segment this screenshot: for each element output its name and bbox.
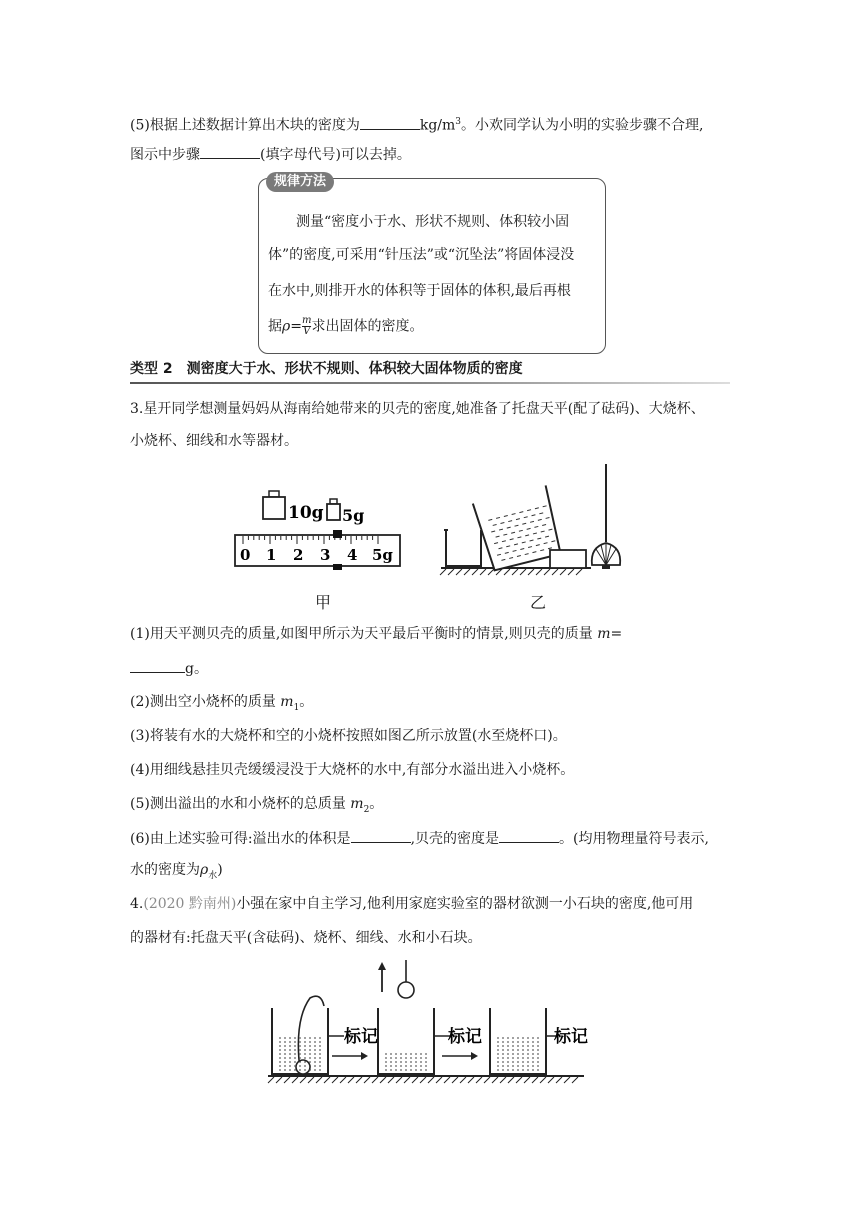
rho-symbol: ρ — [200, 862, 209, 878]
decor-line — [548, 1077, 554, 1083]
question-number: 4. — [130, 896, 144, 912]
symbol-m: m — [597, 626, 611, 642]
figure-jia-caption: 甲 — [315, 593, 332, 612]
weight-10g-body — [263, 497, 285, 519]
decor-line — [316, 1077, 322, 1083]
q5-text-b: 。小欢同学认为小明的实验步骤不合理, — [461, 117, 704, 134]
decor-line — [476, 1077, 482, 1083]
decor-line — [380, 1077, 386, 1083]
decor-line — [528, 569, 534, 575]
decor-line — [348, 1077, 354, 1083]
decor-line — [404, 1077, 410, 1083]
step-text: (2)测出空小烧杯的质量 — [130, 694, 281, 710]
step-text: 水的密度为 — [130, 862, 200, 878]
decor-line — [452, 1077, 458, 1083]
weight-10g-label: 10g — [288, 503, 324, 523]
method-line-2: 体”的密度,可采用“针压法”或“沉坠法”将固体浸没 — [268, 247, 575, 263]
decor-line — [388, 1077, 394, 1083]
decor-line — [484, 1077, 490, 1083]
subscript: 2 — [363, 804, 370, 815]
decor-line — [488, 569, 494, 575]
q5-text-d: (填字母代号)可以去掉。 — [260, 147, 411, 163]
answer-blank[interactable] — [499, 828, 559, 843]
q5-line-2 — [130, 144, 411, 165]
decor-line — [480, 569, 486, 575]
decor-line — [568, 569, 574, 575]
support-block — [550, 550, 586, 568]
decor-line — [572, 1077, 578, 1083]
decor-line — [364, 1077, 370, 1083]
unit-exponent: 3 — [455, 117, 462, 127]
decor-line — [332, 1077, 338, 1083]
decor-line — [540, 1077, 546, 1083]
figure-q4-marking — [266, 960, 596, 1085]
water-texture — [497, 1038, 539, 1070]
decor-line — [468, 1077, 474, 1083]
step-text: ,贝壳的密度是 — [410, 831, 500, 847]
q3-step-1 — [130, 624, 622, 644]
method-line-3: 在水中,则排开水的体积等于固体的体积,最后再根 — [268, 283, 571, 299]
question-source: (2020 黔南州) — [143, 896, 237, 912]
mark-label-2: 标记 — [448, 1027, 482, 1047]
equals: = — [610, 626, 623, 642]
step-text: 。 — [299, 694, 314, 710]
stone-2 — [398, 982, 414, 998]
q3-step-5 — [130, 794, 383, 820]
ruler-label-4: 4 — [347, 546, 358, 564]
decor-line — [564, 1077, 570, 1083]
mark-label-3: 标记 — [554, 1027, 588, 1047]
q3-line-2: 小烧杯、细线和水等器材。 — [130, 433, 298, 449]
rho-symbol: ρ= — [282, 318, 302, 335]
decor-line — [284, 1077, 290, 1083]
decor-line — [412, 1077, 418, 1083]
decor-line — [576, 569, 582, 575]
decor-line — [456, 569, 462, 575]
shell-icon — [592, 543, 620, 569]
decor-line — [560, 569, 566, 575]
decor-line — [524, 1077, 530, 1083]
thread-1 — [298, 996, 324, 1070]
decor-line — [324, 1077, 330, 1083]
subscript: 1 — [293, 702, 300, 713]
decor-line — [516, 1077, 522, 1083]
decor-line — [532, 1077, 538, 1083]
ruler-label-1: 1 — [266, 546, 277, 564]
decor-line — [552, 569, 558, 575]
step-text: (6)由上述实验可得:溢出水的体积是 — [130, 831, 351, 847]
answer-blank[interactable] — [200, 144, 260, 159]
type-2-title: 类型 2 测密度大于水、形状不规则、体积较大固体物质的密度 — [130, 361, 523, 377]
mark-label-1: 标记 — [344, 1027, 378, 1047]
rider-bottom — [333, 564, 342, 570]
ruler-label-0: 0 — [240, 546, 251, 564]
method-tag: 规律方法 — [266, 172, 334, 192]
beaker-2 — [378, 1008, 434, 1074]
step-text: ) — [217, 862, 223, 878]
q3-step-6 — [130, 828, 709, 849]
q3-step-1-cont — [130, 658, 208, 679]
large-beaker — [473, 485, 563, 571]
ruler-label-2: 2 — [293, 546, 304, 564]
answer-blank[interactable] — [130, 658, 185, 673]
unit: kg/m — [419, 117, 456, 134]
decor-line — [472, 569, 478, 575]
q3-line-1: 3.星开同学想测量妈妈从海南给她带来的贝壳的密度,她准备了托盘天平(配了砝码)、大烧杯、 — [130, 401, 705, 417]
method-text: 据 — [268, 318, 282, 335]
water-texture — [385, 1054, 427, 1070]
question-text: 小强在家中自主学习,他利用家庭实验室的器材欲测一小石块的密度,他可用 — [236, 896, 694, 912]
q3-step-2 — [130, 692, 313, 718]
symbol-m: m — [350, 796, 364, 812]
rider-top — [333, 530, 342, 538]
method-line-4 — [268, 316, 598, 337]
decor-line — [436, 1077, 442, 1083]
decor-line — [464, 569, 470, 575]
method-text: 求出固体的密度。 — [311, 318, 424, 335]
stone-1 — [296, 1060, 310, 1074]
q3-step-4: (4)用细线悬挂贝壳缓缓浸没于大烧杯的水中,有部分水溢出进入小烧杯。 — [130, 762, 575, 778]
decor-line — [276, 1077, 282, 1083]
q3-step-3: (3)将装有水的大烧杯和空的小烧杯按照如图乙所示放置(水至烧杯口)。 — [130, 728, 567, 744]
small-beaker — [446, 530, 481, 566]
decor-line — [556, 1077, 562, 1083]
q5-text-c: 图示中步骤 — [130, 147, 200, 163]
decor-line — [372, 1077, 378, 1083]
decor-line — [428, 1077, 434, 1083]
method-line-1: 测量“密度小于水、形状不规则、体积较小固 — [296, 214, 570, 230]
decor-line — [440, 569, 446, 575]
decor-line — [268, 1077, 274, 1083]
figure-yi-overflow — [436, 462, 636, 582]
decor-line — [508, 1077, 514, 1083]
section-divider — [130, 382, 730, 384]
ruler-label-3: 3 — [320, 546, 331, 564]
answer-blank[interactable] — [351, 828, 411, 843]
q3-step-6-cont — [130, 860, 223, 886]
decor-line — [300, 1077, 306, 1083]
beaker-3 — [490, 1008, 546, 1074]
weight-5g-body — [327, 504, 340, 520]
decor-line — [500, 1077, 506, 1083]
weight-5g-label: 5g — [342, 506, 365, 525]
figure-jia-balance — [230, 488, 410, 578]
step-text: 。 — [369, 796, 384, 812]
figure-yi-caption: 乙 — [530, 593, 547, 612]
ruler-label-5g: 5g — [372, 546, 393, 564]
symbol-m: m — [280, 694, 294, 710]
decor-line — [448, 569, 454, 575]
decor-line — [512, 569, 518, 575]
decor-line — [536, 569, 542, 575]
q4-line-2: 的器材有:托盘天平(含砝码)、烧杯、细线、水和小石块。 — [130, 930, 482, 946]
step-text: 。(均用物理量符号表示, — [559, 831, 709, 847]
decor-line — [444, 1077, 450, 1083]
decor-line — [504, 569, 510, 575]
unit: g。 — [185, 661, 208, 677]
decor-line — [492, 1077, 498, 1083]
step-text: (5)测出溢出的水和小烧杯的总质量 — [130, 796, 351, 812]
decor-line — [396, 1077, 402, 1083]
decor-line — [292, 1077, 298, 1083]
fraction-numerator: m — [301, 315, 312, 326]
decor-line — [340, 1077, 346, 1083]
decor-line — [308, 1077, 314, 1083]
decor-line — [520, 569, 526, 575]
decor-line — [356, 1077, 362, 1083]
q5-line-1 — [130, 112, 703, 136]
decor-line — [460, 1077, 466, 1083]
answer-blank[interactable] — [360, 115, 420, 130]
step-text: (1)用天平测贝壳的质量,如图甲所示为天平最后平衡时的情景,则贝壳的质量 — [130, 626, 598, 642]
subscript: 水 — [208, 870, 218, 881]
decor-line — [420, 1077, 426, 1083]
fraction-denominator: V — [303, 326, 311, 337]
q4-line-1 — [130, 894, 693, 914]
decor-line — [544, 569, 550, 575]
q5-text-a: (5)根据上述数据计算出木块的密度为 — [130, 117, 360, 134]
